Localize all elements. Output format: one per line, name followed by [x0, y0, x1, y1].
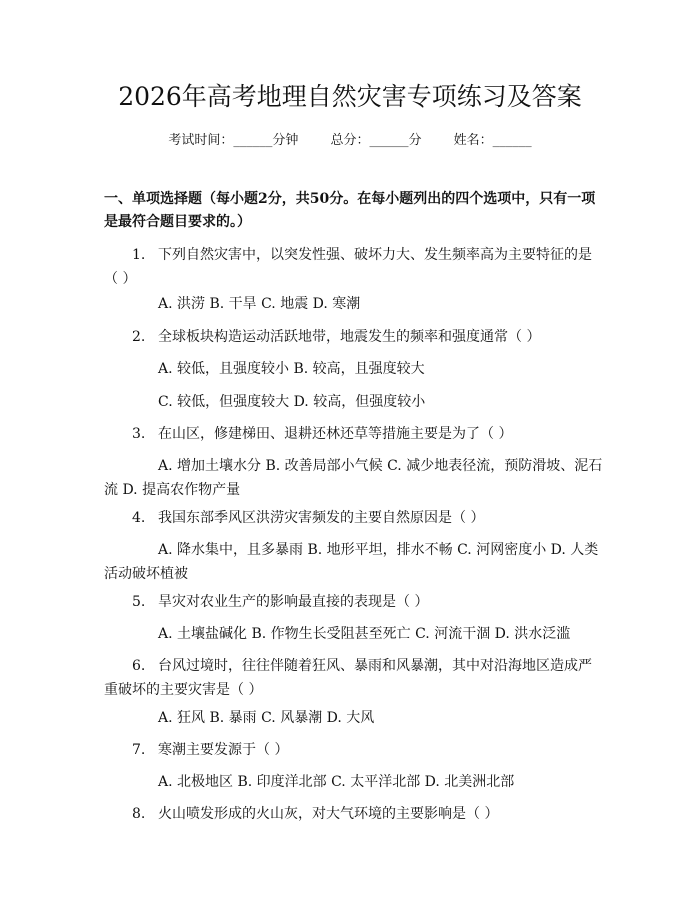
question-4-options: A. 降水集中，且多暴雨 B. 地形平坦，排水不畅 C. 河网密度小 D. 人类活动破坏植被 — [104, 542, 599, 582]
question-number: 1. — [132, 247, 146, 263]
student-name-field: 姓名：______ — [453, 133, 532, 148]
question-text: 寒潮主要发源于（ ） — [158, 742, 289, 758]
question-text: 台风过境时，往往伴随着狂风、暴雨和风暴潮，其中对沿海地区造成严重破坏的主要灾害是（ ） — [104, 658, 592, 698]
question-text: 我国东部季风区洪涝灾害频发的主要自然原因是（ ） — [158, 510, 485, 526]
question-number: 3. — [132, 426, 146, 442]
question-5 — [104, 590, 604, 614]
question-5-options: A. 土壤盐碱化 B. 作物生长受阻甚至死亡 C. 河流干涸 D. 洪水泛滥 — [158, 626, 571, 642]
question-2 — [104, 325, 604, 349]
question-text: 全球板块构造运动活跃地带，地震发生的频率和强度通常（ ） — [158, 329, 541, 345]
question-number: 2. — [132, 329, 146, 345]
question-text: 火山喷发形成的火山灰，对大气环境的主要影响是（ ） — [158, 806, 499, 822]
question-3 — [104, 422, 604, 446]
question-text: 旱灾对农业生产的影响最直接的表现是（ ） — [158, 594, 429, 610]
exam-meta — [0, 131, 700, 151]
question-1-options: A. 洪涝 B. 干旱 C. 地震 D. 寒潮 — [158, 296, 361, 312]
section-heading: 一、单项选择题（每小题2分，共50分。在每小题列出的四个选项中，只有一项是最符合题目要求的。） — [104, 191, 596, 230]
question-2-options-cd: C. 较低，但强度较大 D. 较高，但强度较小 — [158, 394, 426, 410]
question-text: 下列自然灾害中，以突发性强、破坏力大、发生频率高为主要特征的是（ ） — [104, 247, 592, 287]
question-1 — [104, 243, 604, 291]
question-number: 6. — [132, 658, 146, 674]
total-score-field: 总分：______分 — [330, 133, 422, 148]
question-number: 7. — [132, 742, 146, 758]
question-7 — [104, 738, 604, 762]
question-7-options: A. 北极地区 B. 印度洋北部 C. 太平洋北部 D. 北美洲北部 — [158, 774, 515, 790]
question-3-options: A. 增加土壤水分 B. 改善局部小气候 C. 减少地表径流，预防滑坡、泥石流 D. 提高农作物产量 — [104, 458, 603, 498]
question-number: 4. — [132, 510, 146, 526]
question-4 — [104, 506, 604, 530]
question-number: 8. — [132, 806, 146, 822]
page-title: 2026年高考地理自然灾害专项练习及答案 — [118, 82, 582, 111]
question-2-options-ab: A. 较低，且强度较小 B. 较高，且强度较大 — [158, 361, 425, 377]
question-6-options: A. 狂风 B. 暴雨 C. 风暴潮 D. 大风 — [158, 710, 375, 726]
question-number: 5. — [132, 594, 146, 610]
question-6 — [104, 654, 604, 702]
question-8 — [104, 802, 604, 826]
exam-time-field: 考试时间：______分钟 — [168, 133, 299, 148]
question-text: 在山区，修建梯田、退耕还林还草等措施主要是为了（ ） — [158, 426, 513, 442]
